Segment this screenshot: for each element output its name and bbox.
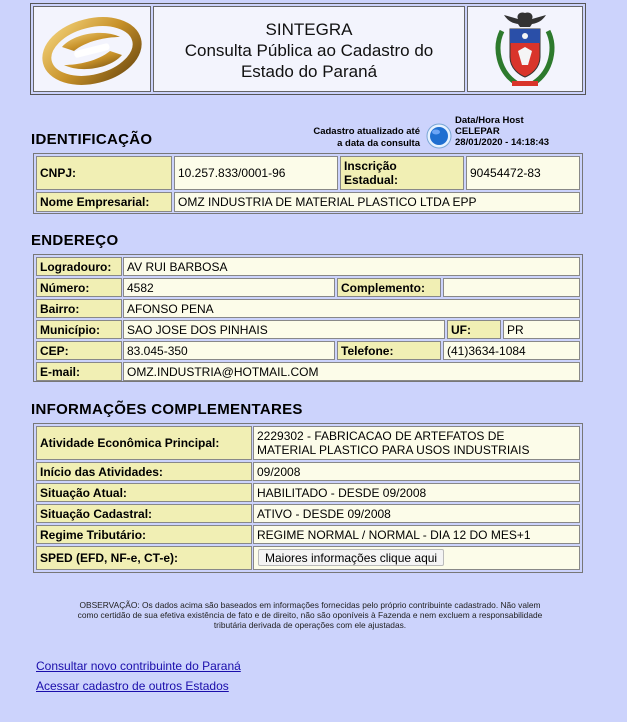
update-note-line-1: Cadastro atualizado até — [313, 126, 420, 137]
link-novo-contribuinte[interactable]: Consultar novo contribuinte do Paraná — [36, 659, 241, 673]
datetime-label-line-1: Data/Hora Host — [455, 115, 524, 126]
update-note-line-2: a data da consulta — [337, 138, 420, 149]
datetime-value: 28/01/2020 - 14:18:43 — [455, 137, 550, 148]
section-title-endereco: ENDEREÇO — [31, 232, 119, 249]
telefone-value: (41)3634-1084 — [443, 341, 580, 360]
email-value: OMZ.INDUSTRIA@HOTMAIL.COM — [123, 362, 580, 381]
complemento-value — [443, 278, 580, 297]
municipio-label: Município: — [36, 320, 122, 339]
complemento-label: Complemento: — [337, 278, 441, 297]
logradouro-value: AV RUI BARBOSA — [123, 257, 580, 276]
nome-empresarial-label: Nome Empresarial: — [36, 192, 172, 212]
datetime-label-line-2: CELEPAR — [455, 126, 500, 137]
inscricao-estadual-label — [340, 156, 464, 190]
atividade-label: Atividade Econômica Principal: — [36, 426, 252, 460]
uf-label: UF: — [447, 320, 501, 339]
cnpj-label: CNPJ: — [36, 156, 172, 190]
observacao-note — [30, 600, 590, 630]
telefone-label: Telefone: — [337, 341, 441, 360]
header-title — [153, 6, 465, 92]
numero-label: Número: — [36, 278, 122, 297]
atividade-value-line-2: MATERIAL PLASTICO PARA USOS INDUSTRIAIS — [257, 443, 530, 457]
sped-label: SPED (EFD, NF-e, CT-e): — [36, 546, 252, 570]
sped-info-button[interactable]: Maiores informações clique aqui — [258, 549, 444, 566]
ie-label-line-1: Inscrição — [344, 159, 397, 173]
bairro-label: Bairro: — [36, 299, 122, 318]
globe-icon — [426, 123, 452, 149]
sped-value-cell — [253, 546, 580, 570]
atividade-value-line-1: 2229302 - FABRICACAO DE ARTEFATOS DE — [257, 429, 505, 443]
host-datetime — [455, 115, 549, 148]
situacao-atual-label: Situação Atual: — [36, 483, 252, 502]
inicio-atividades-value: 09/2008 — [253, 462, 580, 481]
section-title-complementares: INFORMAÇÕES COMPLEMENTARES — [31, 401, 303, 418]
situacao-cadastral-label: Situação Cadastral: — [36, 504, 252, 523]
cnpj-value: 10.257.833/0001-96 — [174, 156, 338, 190]
municipio-value: SAO JOSE DOS PINHAIS — [123, 320, 445, 339]
title-line-3: Estado do Paraná — [240, 62, 378, 81]
nome-empresarial-value: OMZ INDUSTRIA DE MATERIAL PLASTICO LTDA EPP — [174, 192, 580, 212]
title-line-1: SINTEGRA — [265, 20, 353, 39]
email-label: E-mail: — [36, 362, 122, 381]
parana-coat-of-arms-icon — [468, 7, 582, 91]
cep-label: CEP: — [36, 341, 122, 360]
sintegra-logo — [33, 6, 151, 92]
cep-value: 83.045-350 — [123, 341, 335, 360]
regime-tributario-label: Regime Tributário: — [36, 525, 252, 544]
identificacao-table — [33, 153, 583, 214]
atividade-value — [253, 426, 580, 460]
update-note — [290, 126, 420, 150]
observacao-line-1: OBSERVAÇÃO: Os dados acima são baseados em informações fornecidas pelo próprio contribuinte cadastrado. Não valem — [79, 600, 541, 610]
logradouro-label: Logradouro: — [36, 257, 122, 276]
sintegra-logo-icon — [34, 7, 150, 91]
bairro-value: AFONSO PENA — [123, 299, 580, 318]
complementares-table — [33, 423, 583, 573]
numero-value: 4582 — [123, 278, 335, 297]
situacao-atual-value: HABILITADO - DESDE 09/2008 — [253, 483, 580, 502]
observacao-line-2: como certidão de sua efetiva existência de fato e de direito, não são oponíveis à Fazenda e nem excluem a responsabilidade — [77, 610, 543, 620]
parana-crest — [467, 6, 583, 92]
header-banner — [30, 3, 586, 95]
situacao-cadastral-value: ATIVO - DESDE 09/2008 — [253, 504, 580, 523]
endereco-table — [33, 254, 583, 382]
section-title-identificacao: IDENTIFICAÇÃO — [31, 131, 153, 148]
title-line-2: Consulta Pública ao Cadastro do — [184, 41, 434, 60]
regime-tributario-value: REGIME NORMAL / NORMAL - DIA 12 DO MES+1 — [253, 525, 580, 544]
observacao-line-3: tributária derivada de operações com ele ajustadas. — [213, 620, 407, 630]
inicio-atividades-label: Início das Atividades: — [36, 462, 252, 481]
ie-label-line-2: Estadual: — [344, 173, 399, 187]
inscricao-estadual-value: 90454472-83 — [466, 156, 580, 190]
link-outros-estados[interactable]: Acessar cadastro de outros Estados — [36, 679, 229, 693]
uf-value: PR — [503, 320, 580, 339]
